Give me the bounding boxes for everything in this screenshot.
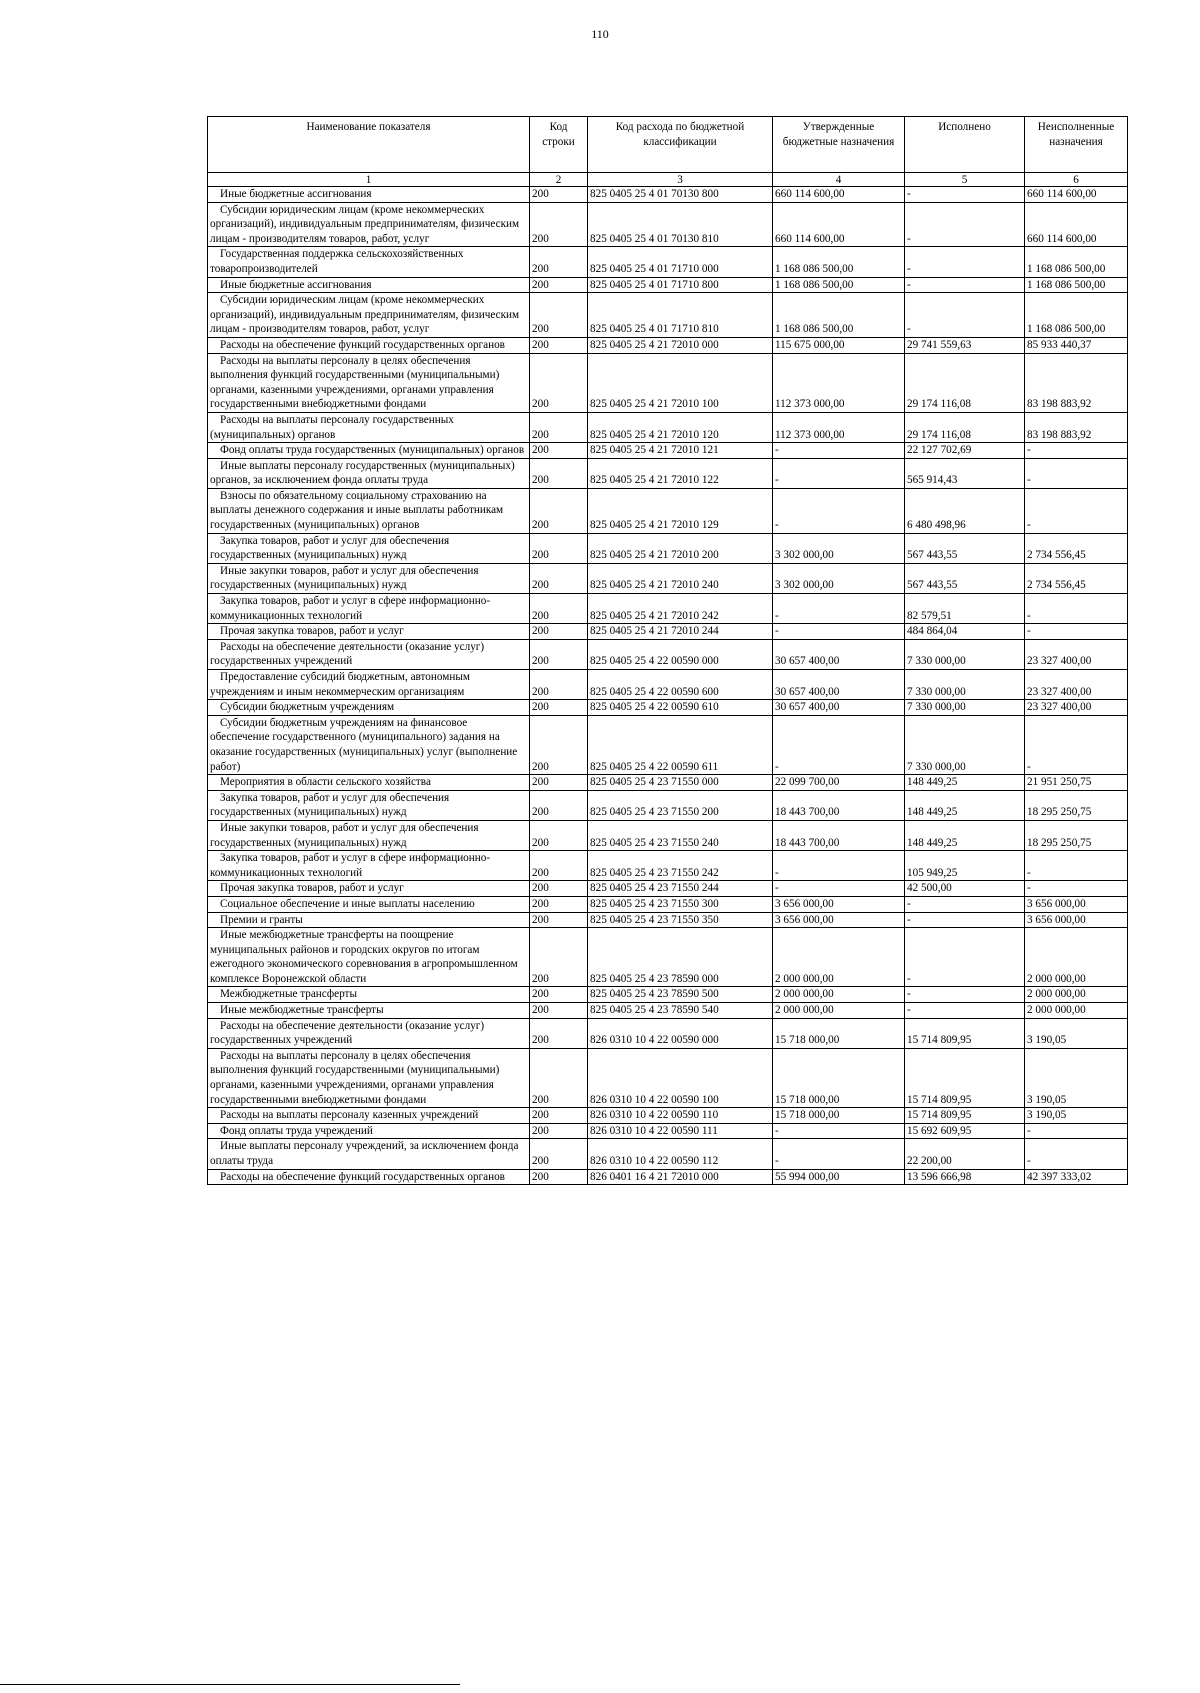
- table-row: [208, 820, 1128, 850]
- row-unexecuted: 83 198 883,92: [1025, 353, 1128, 412]
- row-class-code: 825 0405 25 4 21 72010 240: [588, 563, 773, 593]
- row-class-code: 825 0405 25 4 21 72010 129: [588, 488, 773, 533]
- row-executed: 565 914,43: [905, 458, 1025, 488]
- row-class-code: 825 0405 25 4 23 71550 242: [588, 851, 773, 881]
- table-row: [208, 594, 1128, 624]
- row-executed: 13 596 666,98: [905, 1169, 1025, 1185]
- row-line-code: 200: [530, 563, 588, 593]
- row-executed: 22 127 702,69: [905, 443, 1025, 459]
- row-line-code: 200: [530, 1139, 588, 1169]
- row-name: Иные бюджетные ассигнования: [208, 277, 530, 293]
- row-unexecuted: 3 656 000,00: [1025, 912, 1128, 928]
- row-executed: -: [905, 202, 1025, 247]
- table-row: [208, 624, 1128, 640]
- row-class-code: 825 0405 25 4 23 71550 200: [588, 790, 773, 820]
- row-class-code: 825 0405 25 4 01 71710 800: [588, 277, 773, 293]
- row-unexecuted: -: [1025, 443, 1128, 459]
- row-executed: 29 741 559,63: [905, 337, 1025, 353]
- row-unexecuted: 1 168 086 500,00: [1025, 293, 1128, 338]
- row-name: Иные закупки товаров, работ и услуг для обеспечения государственных (муниципальных) нужд: [208, 563, 530, 593]
- row-name: Расходы на выплаты персоналу казенных учреждений: [208, 1108, 530, 1124]
- row-unexecuted: -: [1025, 1123, 1128, 1139]
- row-class-code: 825 0405 25 4 23 78590 540: [588, 1003, 773, 1019]
- row-executed: 7 330 000,00: [905, 670, 1025, 700]
- row-line-code: 200: [530, 881, 588, 897]
- row-approved: 1 168 086 500,00: [773, 293, 905, 338]
- row-unexecuted: 3 190,05: [1025, 1108, 1128, 1124]
- page-number: 110: [591, 27, 609, 41]
- table-row: [208, 1003, 1128, 1019]
- row-class-code: 825 0405 25 4 01 70130 800: [588, 187, 773, 203]
- row-unexecuted: -: [1025, 594, 1128, 624]
- row-approved: 15 718 000,00: [773, 1048, 905, 1107]
- row-unexecuted: 1 168 086 500,00: [1025, 247, 1128, 277]
- row-class-code: 825 0405 25 4 23 71550 000: [588, 775, 773, 791]
- row-name: Государственная поддержка сельскохозяйственных товаропроизводителей: [208, 247, 530, 277]
- table-row: [208, 928, 1128, 987]
- row-name: Расходы на выплаты персоналу в целях обеспечения выполнения функций государственными (муниципальными) органами, казенными учреждениями, органами управления государственными внебюджетными фондами: [208, 1048, 530, 1107]
- row-class-code: 825 0405 25 4 21 72010 100: [588, 353, 773, 412]
- column-header-approved: Утвержденные бюджетные назначения: [773, 117, 905, 173]
- row-approved: 1 168 086 500,00: [773, 277, 905, 293]
- row-class-code: 825 0405 25 4 21 72010 244: [588, 624, 773, 640]
- row-line-code: 200: [530, 488, 588, 533]
- row-approved: 3 656 000,00: [773, 896, 905, 912]
- row-line-code: 200: [530, 202, 588, 247]
- row-unexecuted: -: [1025, 851, 1128, 881]
- row-line-code: 200: [530, 912, 588, 928]
- table-row: [208, 775, 1128, 791]
- row-executed: 7 330 000,00: [905, 700, 1025, 716]
- row-class-code: 826 0310 10 4 22 00590 100: [588, 1048, 773, 1107]
- row-name: Фонд оплаты труда учреждений: [208, 1123, 530, 1139]
- row-line-code: 200: [530, 790, 588, 820]
- row-line-code: 200: [530, 928, 588, 987]
- row-class-code: 825 0405 25 4 21 72010 121: [588, 443, 773, 459]
- table-row: [208, 1048, 1128, 1107]
- row-line-code: 200: [530, 353, 588, 412]
- table-row: [208, 1018, 1128, 1048]
- row-executed: 105 949,25: [905, 851, 1025, 881]
- row-name: Расходы на обеспечение деятельности (оказание услуг) государственных учреждений: [208, 1018, 530, 1048]
- column-number: 5: [905, 173, 1025, 187]
- row-approved: 2 000 000,00: [773, 1003, 905, 1019]
- row-approved: 3 302 000,00: [773, 533, 905, 563]
- row-executed: -: [905, 247, 1025, 277]
- row-class-code: 826 0310 10 4 22 00590 110: [588, 1108, 773, 1124]
- table-row: [208, 1108, 1128, 1124]
- column-number: 2: [530, 173, 588, 187]
- table-row: [208, 563, 1128, 593]
- row-executed: 82 579,51: [905, 594, 1025, 624]
- row-executed: 567 443,55: [905, 533, 1025, 563]
- row-approved: 660 114 600,00: [773, 202, 905, 247]
- table-row: [208, 337, 1128, 353]
- row-unexecuted: 2 734 556,45: [1025, 563, 1128, 593]
- row-class-code: 826 0310 10 4 22 00590 112: [588, 1139, 773, 1169]
- row-unexecuted: 660 114 600,00: [1025, 187, 1128, 203]
- column-number: 6: [1025, 173, 1128, 187]
- column-number: 3: [588, 173, 773, 187]
- row-executed: 15 692 609,95: [905, 1123, 1025, 1139]
- table-header-row: [208, 117, 1128, 173]
- row-class-code: 825 0405 25 4 23 71550 350: [588, 912, 773, 928]
- table-row: [208, 488, 1128, 533]
- table-row: [208, 1139, 1128, 1169]
- row-class-code: 825 0405 25 4 21 72010 120: [588, 412, 773, 442]
- row-executed: 15 714 809,95: [905, 1018, 1025, 1048]
- row-executed: 29 174 116,08: [905, 412, 1025, 442]
- row-name: Закупка товаров, работ и услуг для обеспечения государственных (муниципальных) нужд: [208, 790, 530, 820]
- row-class-code: 825 0405 25 4 23 78590 000: [588, 928, 773, 987]
- row-name: Закупка товаров, работ и услуг для обеспечения государственных (муниципальных) нужд: [208, 533, 530, 563]
- row-name: Иные межбюджетные трансферты: [208, 1003, 530, 1019]
- row-line-code: 200: [530, 1048, 588, 1107]
- row-unexecuted: 18 295 250,75: [1025, 790, 1128, 820]
- row-line-code: 200: [530, 1169, 588, 1185]
- row-approved: 3 656 000,00: [773, 912, 905, 928]
- row-unexecuted: 660 114 600,00: [1025, 202, 1128, 247]
- row-name: Иные закупки товаров, работ и услуг для обеспечения государственных (муниципальных) нужд: [208, 820, 530, 850]
- row-class-code: 825 0405 25 4 22 00590 600: [588, 670, 773, 700]
- row-approved: -: [773, 881, 905, 897]
- row-name: Расходы на обеспечение функций государственных органов: [208, 1169, 530, 1185]
- row-executed: -: [905, 1003, 1025, 1019]
- row-unexecuted: 2 000 000,00: [1025, 928, 1128, 987]
- row-name: Расходы на обеспечение функций государственных органов: [208, 337, 530, 353]
- row-executed: 22 200,00: [905, 1139, 1025, 1169]
- table-row: [208, 443, 1128, 459]
- column-header-class-code: Код расхода по бюджетной классификации: [588, 117, 773, 173]
- row-approved: -: [773, 458, 905, 488]
- row-approved: 55 994 000,00: [773, 1169, 905, 1185]
- row-line-code: 200: [530, 1123, 588, 1139]
- row-unexecuted: -: [1025, 458, 1128, 488]
- row-line-code: 200: [530, 443, 588, 459]
- row-class-code: 825 0405 25 4 01 71710 810: [588, 293, 773, 338]
- row-approved: -: [773, 715, 905, 774]
- row-executed: -: [905, 896, 1025, 912]
- row-class-code: 825 0405 25 4 22 00590 611: [588, 715, 773, 774]
- table-row: [208, 187, 1128, 203]
- row-name: Расходы на выплаты персоналу государственных (муниципальных) органов: [208, 412, 530, 442]
- row-name: Иные выплаты персоналу учреждений, за исключением фонда оплаты труда: [208, 1139, 530, 1169]
- row-name: Закупка товаров, работ и услуг в сфере информационно-коммуникационных технологий: [208, 594, 530, 624]
- row-class-code: 825 0405 25 4 23 78590 500: [588, 987, 773, 1003]
- column-header-line-code: Код строки: [530, 117, 588, 173]
- row-approved: 30 657 400,00: [773, 639, 905, 669]
- row-executed: -: [905, 928, 1025, 987]
- row-approved: -: [773, 1123, 905, 1139]
- row-name: Прочая закупка товаров, работ и услуг: [208, 624, 530, 640]
- row-class-code: 825 0405 25 4 21 72010 200: [588, 533, 773, 563]
- row-approved: -: [773, 594, 905, 624]
- row-executed: 484 864,04: [905, 624, 1025, 640]
- row-unexecuted: 23 327 400,00: [1025, 670, 1128, 700]
- table-body: [208, 187, 1128, 1185]
- row-class-code: 825 0405 25 4 22 00590 610: [588, 700, 773, 716]
- table-row: [208, 247, 1128, 277]
- row-line-code: 200: [530, 624, 588, 640]
- row-executed: 7 330 000,00: [905, 639, 1025, 669]
- row-class-code: 825 0405 25 4 23 71550 300: [588, 896, 773, 912]
- table-row: [208, 1169, 1128, 1185]
- row-executed: 148 449,25: [905, 820, 1025, 850]
- column-number: 4: [773, 173, 905, 187]
- row-unexecuted: 23 327 400,00: [1025, 700, 1128, 716]
- row-line-code: 200: [530, 820, 588, 850]
- row-unexecuted: 21 951 250,75: [1025, 775, 1128, 791]
- row-executed: 15 714 809,95: [905, 1108, 1025, 1124]
- row-executed: 567 443,55: [905, 563, 1025, 593]
- row-executed: 6 480 498,96: [905, 488, 1025, 533]
- row-class-code: 825 0405 25 4 21 72010 000: [588, 337, 773, 353]
- row-line-code: 200: [530, 851, 588, 881]
- row-executed: 29 174 116,08: [905, 353, 1025, 412]
- row-line-code: 200: [530, 1018, 588, 1048]
- row-class-code: 825 0405 25 4 21 72010 242: [588, 594, 773, 624]
- row-name: Фонд оплаты труда государственных (муниципальных) органов: [208, 443, 530, 459]
- row-approved: -: [773, 1139, 905, 1169]
- row-line-code: 200: [530, 700, 588, 716]
- row-unexecuted: -: [1025, 715, 1128, 774]
- row-approved: 1 168 086 500,00: [773, 247, 905, 277]
- row-name: Предоставление субсидий бюджетным, автономным учреждениям и иным некоммерческим организациям: [208, 670, 530, 700]
- table-row: [208, 533, 1128, 563]
- table-row: [208, 277, 1128, 293]
- row-unexecuted: 3 190,05: [1025, 1018, 1128, 1048]
- table-row: [208, 987, 1128, 1003]
- row-name: Субсидии юридическим лицам (кроме некоммерческих организаций), индивидуальным предпринимателям, физическим лицам - производителям товаров, работ, услуг: [208, 293, 530, 338]
- table-row: [208, 881, 1128, 897]
- row-unexecuted: 2 000 000,00: [1025, 1003, 1128, 1019]
- row-line-code: 200: [530, 1108, 588, 1124]
- row-executed: 148 449,25: [905, 790, 1025, 820]
- row-class-code: 825 0405 25 4 22 00590 000: [588, 639, 773, 669]
- row-executed: 15 714 809,95: [905, 1048, 1025, 1107]
- row-approved: 18 443 700,00: [773, 790, 905, 820]
- row-name: Расходы на выплаты персоналу в целях обеспечения выполнения функций государственными (муниципальными) органами, казенными учреждениями, органами управления государственными внебюджетными фондами: [208, 353, 530, 412]
- row-approved: 30 657 400,00: [773, 700, 905, 716]
- row-line-code: 200: [530, 715, 588, 774]
- table-row: [208, 670, 1128, 700]
- row-name: Закупка товаров, работ и услуг в сфере информационно-коммуникационных технологий: [208, 851, 530, 881]
- table-row: [208, 293, 1128, 338]
- row-approved: -: [773, 443, 905, 459]
- row-class-code: 826 0310 10 4 22 00590 111: [588, 1123, 773, 1139]
- row-line-code: 200: [530, 987, 588, 1003]
- row-unexecuted: -: [1025, 881, 1128, 897]
- table-row: [208, 896, 1128, 912]
- row-unexecuted: 3 190,05: [1025, 1048, 1128, 1107]
- row-approved: 3 302 000,00: [773, 563, 905, 593]
- row-approved: 22 099 700,00: [773, 775, 905, 791]
- row-class-code: 825 0405 25 4 01 70130 810: [588, 202, 773, 247]
- row-line-code: 200: [530, 458, 588, 488]
- row-line-code: 200: [530, 1003, 588, 1019]
- row-unexecuted: 42 397 333,02: [1025, 1169, 1128, 1185]
- row-executed: 7 330 000,00: [905, 715, 1025, 774]
- row-name: Иные бюджетные ассигнования: [208, 187, 530, 203]
- row-name: Мероприятия в области сельского хозяйства: [208, 775, 530, 791]
- budget-execution-table: [207, 116, 1128, 1185]
- row-unexecuted: 85 933 440,37: [1025, 337, 1128, 353]
- row-unexecuted: 23 327 400,00: [1025, 639, 1128, 669]
- footer-rule: [0, 1684, 460, 1685]
- row-line-code: 200: [530, 775, 588, 791]
- row-name: Прочая закупка товаров, работ и услуг: [208, 881, 530, 897]
- row-unexecuted: 83 198 883,92: [1025, 412, 1128, 442]
- row-name: Иные выплаты персоналу государственных (муниципальных) органов, за исключением фонда оплаты труда: [208, 458, 530, 488]
- row-unexecuted: -: [1025, 1139, 1128, 1169]
- row-line-code: 200: [530, 639, 588, 669]
- table-row: [208, 851, 1128, 881]
- row-unexecuted: 18 295 250,75: [1025, 820, 1128, 850]
- row-executed: -: [905, 277, 1025, 293]
- row-name: Расходы на обеспечение деятельности (оказание услуг) государственных учреждений: [208, 639, 530, 669]
- row-unexecuted: 3 656 000,00: [1025, 896, 1128, 912]
- row-class-code: 825 0405 25 4 21 72010 122: [588, 458, 773, 488]
- row-line-code: 200: [530, 670, 588, 700]
- row-approved: 15 718 000,00: [773, 1018, 905, 1048]
- column-number-row: [208, 173, 1128, 187]
- row-approved: -: [773, 488, 905, 533]
- row-class-code: 826 0401 16 4 21 72010 000: [588, 1169, 773, 1185]
- table-row: [208, 700, 1128, 716]
- row-line-code: 200: [530, 187, 588, 203]
- row-executed: -: [905, 187, 1025, 203]
- row-name: Премии и гранты: [208, 912, 530, 928]
- column-header-unexecuted: Неисполненные назначения: [1025, 117, 1128, 173]
- row-line-code: 200: [530, 277, 588, 293]
- row-approved: 112 373 000,00: [773, 412, 905, 442]
- row-unexecuted: -: [1025, 624, 1128, 640]
- row-class-code: 825 0405 25 4 01 71710 000: [588, 247, 773, 277]
- row-unexecuted: -: [1025, 488, 1128, 533]
- row-approved: 112 373 000,00: [773, 353, 905, 412]
- row-approved: 2 000 000,00: [773, 987, 905, 1003]
- row-executed: 42 500,00: [905, 881, 1025, 897]
- row-unexecuted: 2 000 000,00: [1025, 987, 1128, 1003]
- row-executed: -: [905, 912, 1025, 928]
- table-row: [208, 912, 1128, 928]
- row-unexecuted: 1 168 086 500,00: [1025, 277, 1128, 293]
- column-header-executed: Исполнено: [905, 117, 1025, 173]
- row-name: Взносы по обязательному социальному страхованию на выплаты денежного содержания и иные выплаты работникам государственных (муниципальных) органов: [208, 488, 530, 533]
- table-row: [208, 412, 1128, 442]
- column-header-name: Наименование показателя: [208, 117, 530, 173]
- table-row: [208, 715, 1128, 774]
- table-row: [208, 458, 1128, 488]
- row-approved: 18 443 700,00: [773, 820, 905, 850]
- column-number: 1: [208, 173, 530, 187]
- row-approved: -: [773, 624, 905, 640]
- row-approved: 30 657 400,00: [773, 670, 905, 700]
- row-name: Иные межбюджетные трансферты на поощрение муниципальных районов и городских округов по итогам ежегодного экономического соревнования в агропромышленном комплексе Воронежской области: [208, 928, 530, 987]
- row-name: Субсидии бюджетным учреждениям на финансовое обеспечение государственного (муниципального) задания на оказание государственных (муниципальных) услуг (выполнение работ): [208, 715, 530, 774]
- row-line-code: 200: [530, 337, 588, 353]
- row-line-code: 200: [530, 247, 588, 277]
- row-name: Субсидии юридическим лицам (кроме некоммерческих организаций), индивидуальным предпринимателям, физическим лицам - производителям товаров, работ, услуг: [208, 202, 530, 247]
- row-name: Субсидии бюджетным учреждениям: [208, 700, 530, 716]
- row-line-code: 200: [530, 594, 588, 624]
- row-name: Межбюджетные трансферты: [208, 987, 530, 1003]
- table-row: [208, 790, 1128, 820]
- row-line-code: 200: [530, 293, 588, 338]
- row-executed: -: [905, 987, 1025, 1003]
- row-line-code: 200: [530, 412, 588, 442]
- table-row: [208, 353, 1128, 412]
- row-approved: 2 000 000,00: [773, 928, 905, 987]
- table-row: [208, 1123, 1128, 1139]
- table-row: [208, 639, 1128, 669]
- row-executed: -: [905, 293, 1025, 338]
- row-line-code: 200: [530, 896, 588, 912]
- row-approved: 15 718 000,00: [773, 1108, 905, 1124]
- row-approved: 660 114 600,00: [773, 187, 905, 203]
- row-unexecuted: 2 734 556,45: [1025, 533, 1128, 563]
- row-class-code: 826 0310 10 4 22 00590 000: [588, 1018, 773, 1048]
- row-approved: 115 675 000,00: [773, 337, 905, 353]
- row-class-code: 825 0405 25 4 23 71550 244: [588, 881, 773, 897]
- row-line-code: 200: [530, 533, 588, 563]
- row-class-code: 825 0405 25 4 23 71550 240: [588, 820, 773, 850]
- row-approved: -: [773, 851, 905, 881]
- row-name: Социальное обеспечение и иные выплаты населению: [208, 896, 530, 912]
- table-row: [208, 202, 1128, 247]
- row-executed: 148 449,25: [905, 775, 1025, 791]
